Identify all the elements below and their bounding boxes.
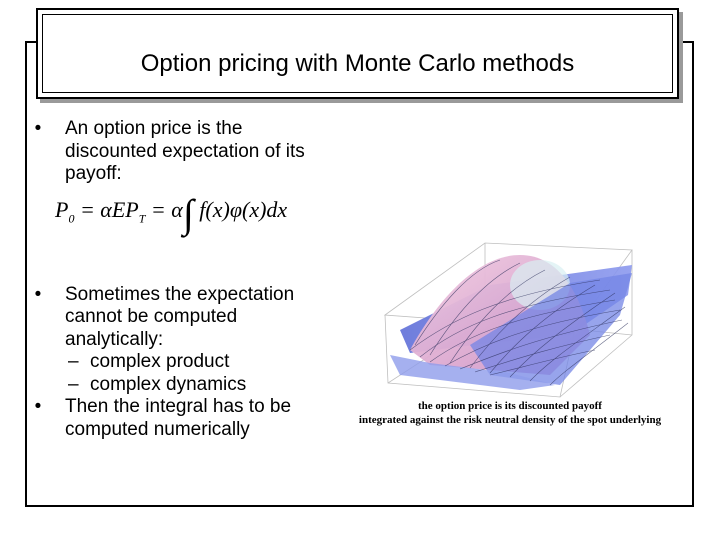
formula-expectation: = αEP — [74, 197, 139, 222]
caption-line-1: the option price is its discounted payoff — [418, 400, 602, 412]
payoff-density-surface — [370, 225, 690, 400]
sub-bullet-item — [30, 374, 330, 397]
surface-plot — [370, 225, 690, 400]
bullet-item — [30, 284, 330, 352]
bullet-symbol: • — [34, 396, 42, 417]
bullet-text: Then the integral has to be computed numerically — [65, 396, 292, 440]
formula-expectation-sub: T — [138, 211, 146, 226]
title-box — [36, 8, 679, 99]
bullet-item — [30, 118, 330, 186]
caption-line-2: integrated against the risk neutral density of the spot underlying — [358, 414, 662, 426]
sub-bullet-text: complex product — [90, 351, 230, 372]
formula-lhs: P — [55, 197, 69, 222]
slide-title: Option pricing with Monte Carlo methods — [140, 50, 575, 77]
dash-symbol: – — [68, 351, 79, 372]
bullet-list — [30, 118, 330, 441]
bullet-symbol: • — [34, 118, 42, 139]
bullet-item — [30, 396, 330, 441]
formula-alpha: = α — [145, 197, 183, 222]
bullet-text: Sometimes the expectation cannot be computed analytically: — [65, 283, 295, 350]
dash-symbol: – — [68, 373, 79, 395]
formula-integrand: f(x)φ(x)dx — [193, 197, 288, 222]
formula-lhs-sub: 0 — [68, 211, 75, 226]
sub-bullet-text: complex dynamics — [90, 373, 247, 395]
figure-caption — [330, 399, 690, 427]
pricing-formula — [55, 190, 287, 237]
integral-symbol: ∫ — [182, 191, 194, 236]
sub-bullet-item — [30, 351, 330, 374]
bullet-symbol: • — [34, 283, 42, 305]
bullet-text: An option price is the discounted expectation of its payoff: — [65, 118, 305, 184]
